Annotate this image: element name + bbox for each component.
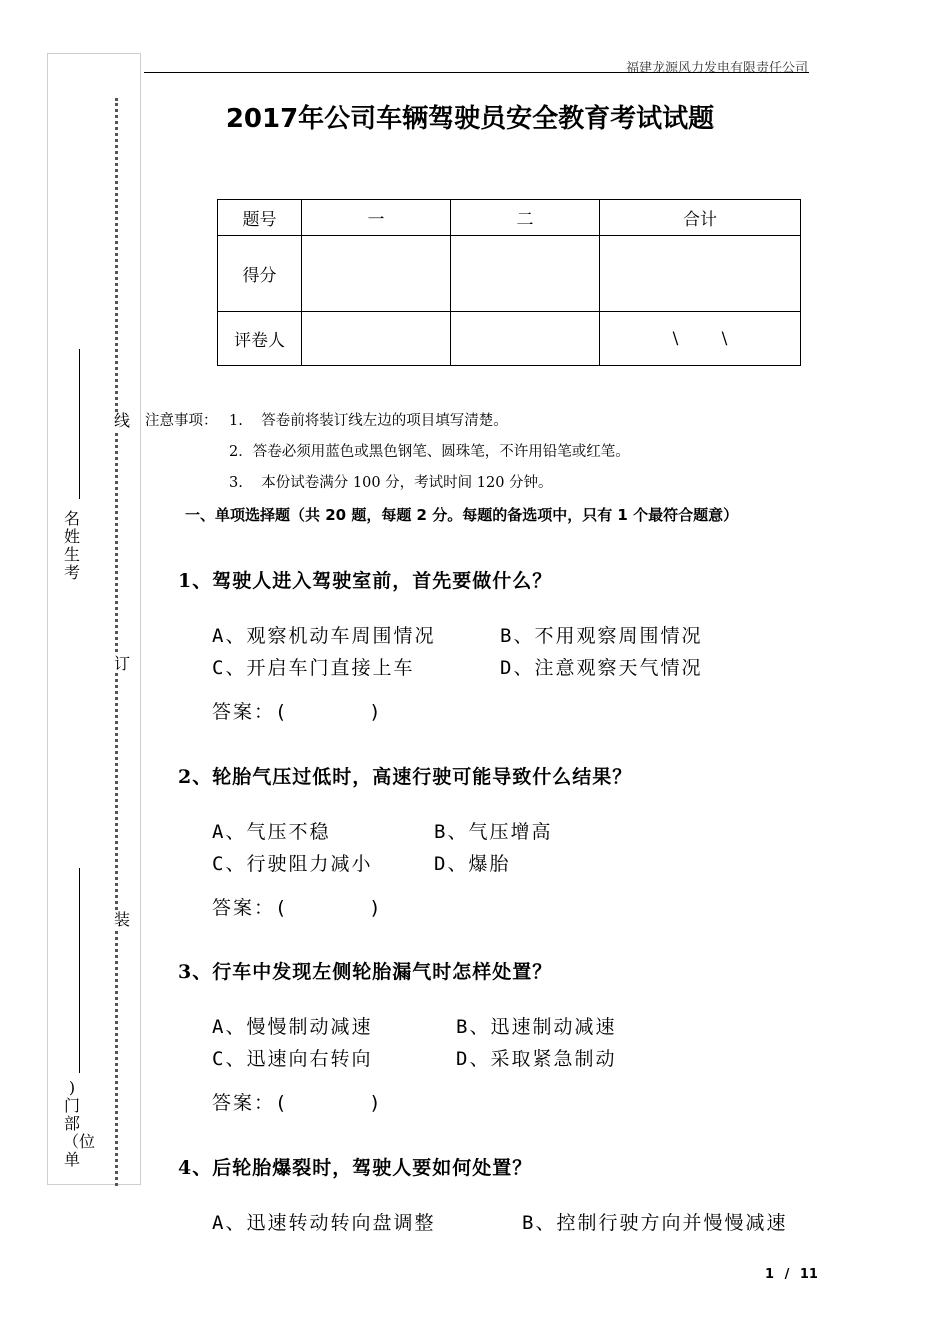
question-text: 4、后轮胎爆裂时，驾驶人要如何处置？ — [178, 1157, 533, 1179]
option-b: B、不用观察周围情况 — [500, 625, 703, 647]
score-cell[interactable] — [302, 236, 451, 312]
grader-cell[interactable] — [302, 312, 451, 366]
grader-row — [218, 312, 801, 366]
option-d: D、爆胎 — [434, 853, 511, 875]
option-d: D、注意观察天气情况 — [500, 657, 703, 679]
header-rule — [144, 72, 809, 73]
notes-prefix: 注意事项： — [145, 413, 218, 429]
section-title: 一、单项选择题（共 20 题，每题 2 分。每题的备选项中，只有 1 个最符合题意） — [185, 506, 739, 524]
header-cell: 二 — [451, 200, 600, 236]
option-b: B、控制行驶方向并慢慢减速 — [522, 1212, 788, 1234]
row-label: 评卷人 — [218, 312, 302, 366]
binding-char-line: 线 — [113, 411, 130, 430]
note-item: 2．答卷必须用蓝色或黑色钢笔、圆珠笔，不许用铅笔或红笔。 — [229, 444, 630, 460]
binding-char-order: 订 — [113, 654, 130, 673]
binding-char-bind: 装 — [113, 910, 130, 929]
header-cell: 合计 — [600, 200, 801, 236]
question-text: 2、轮胎气压过低时，高速行驶可能导致什么结果？ — [178, 766, 633, 788]
option-b: B、气压增高 — [434, 821, 553, 843]
note-item: 1. 答卷前将装订线左边的项目填写清楚。 — [229, 413, 508, 429]
header-cell: 题号 — [218, 200, 302, 236]
dept-fill-line — [79, 868, 80, 1073]
header-cell: 一 — [302, 200, 451, 236]
company-name: 福建龙源风力发电有限责任公司 — [625, 61, 808, 76]
score-cell[interactable] — [600, 236, 801, 312]
option-a: A、慢慢制动减速 — [212, 1016, 373, 1038]
score-table — [217, 199, 801, 366]
total-pages: 11 — [799, 1267, 818, 1282]
option-a: A、气压不稳 — [212, 821, 331, 843]
answer-field[interactable]: 答案：( ) — [212, 897, 383, 919]
score-row — [218, 236, 801, 312]
name-fill-line — [79, 349, 80, 499]
name-label: 名姓生考 — [63, 509, 80, 582]
option-a: A、观察机动车周围情况 — [212, 625, 436, 647]
option-c: C、行驶阻力减小 — [212, 853, 373, 875]
page-separator: / — [784, 1267, 790, 1282]
score-cell[interactable] — [451, 236, 600, 312]
current-page: 1 — [765, 1267, 775, 1282]
dept-label: )门部（位单 — [63, 1078, 96, 1169]
option-a: A、迅速转动转向盘调整 — [212, 1212, 436, 1234]
binding-dotted-line — [115, 98, 118, 1186]
question-text: 3、行车中发现左侧轮胎漏气时怎样处置？ — [178, 961, 553, 983]
note-item: 3. 本份试卷满分 100 分，考试时间 120 分钟。 — [229, 475, 553, 491]
row-label: 得分 — [218, 236, 302, 312]
binding-strip — [47, 53, 141, 1185]
score-table-header-row — [218, 200, 801, 236]
option-b: B、迅速制动减速 — [456, 1016, 617, 1038]
answer-field[interactable]: 答案：( ) — [212, 701, 383, 723]
page-title: 2017年公司车辆驾驶员安全教育考试试题 — [225, 104, 715, 134]
question-text: 1、驾驶人进入驾驶室前，首先要做什么？ — [178, 570, 553, 592]
option-c: C、开启车门直接上车 — [212, 657, 415, 679]
page-number — [765, 1267, 818, 1282]
answer-field[interactable]: 答案：( ) — [212, 1092, 383, 1114]
option-d: D、采取紧急制动 — [456, 1048, 617, 1070]
grader-cell[interactable] — [451, 312, 600, 366]
option-c: C、迅速向右转向 — [212, 1048, 373, 1070]
grader-cell-total: \ \ — [600, 312, 801, 366]
